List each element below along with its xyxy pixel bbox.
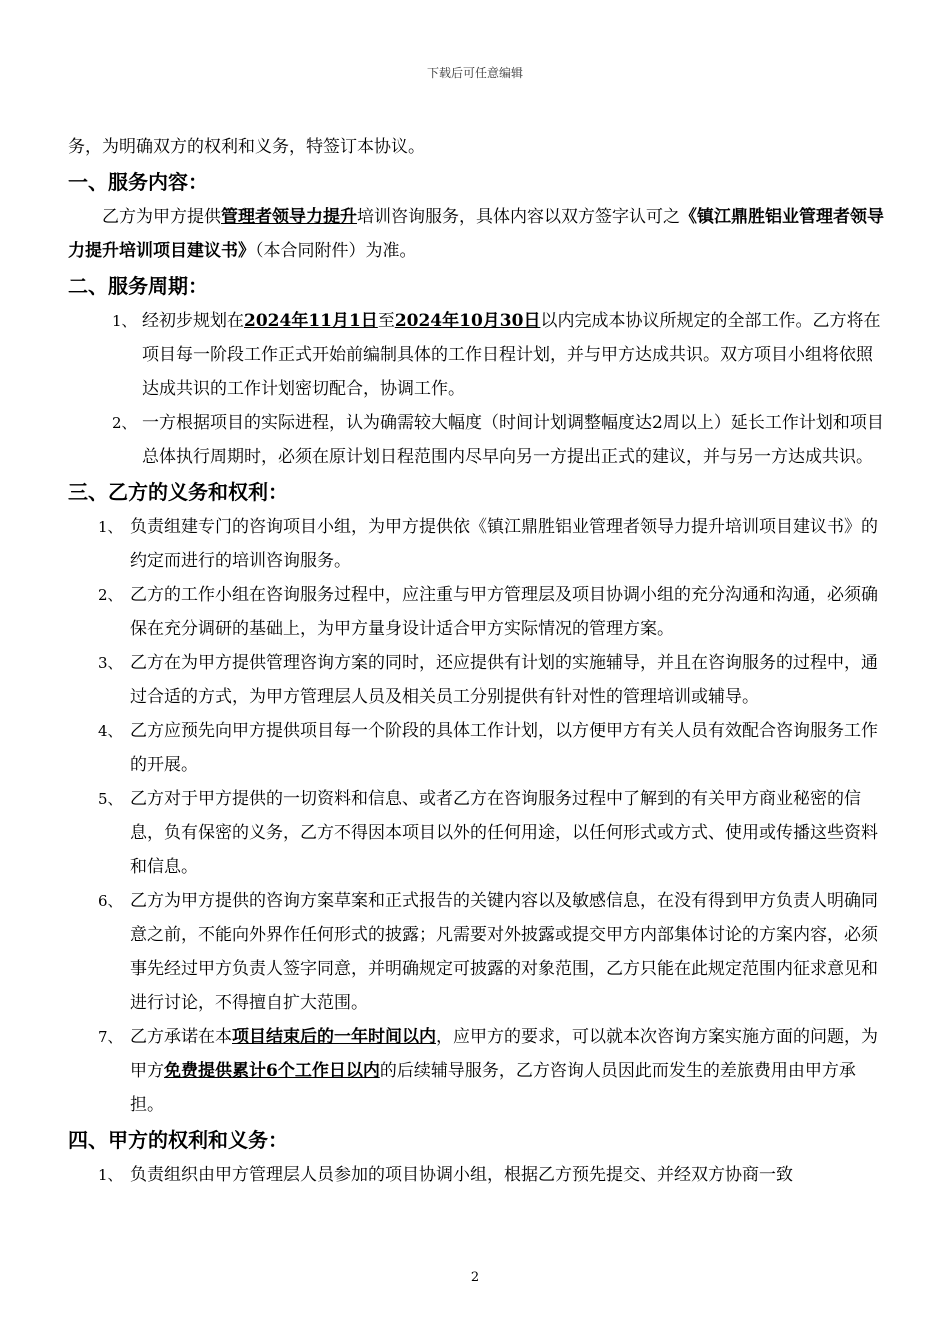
list-number: 4、 <box>98 722 123 740</box>
list-item <box>68 578 884 646</box>
list-text: 一方根据项目的实际进程，认为确需较大幅度（时间计划调整幅度达2周以上）延长工作计划和项目总体执行周期时，必须在原计划日程范围内尽早向另一方提出正式的建议，并与另一方达成共识。 <box>142 413 884 467</box>
text-span: 乙方为甲方提供 <box>102 207 221 227</box>
list-item <box>68 406 884 474</box>
list-number: 1、 <box>98 1166 123 1184</box>
list-text: 乙方应预先向甲方提供项目每一个阶段的具体工作计划，以方便甲方有关人员有效配合咨询服务工作的开展。 <box>130 721 878 775</box>
list-number: 6、 <box>98 892 123 910</box>
list-item <box>68 782 884 884</box>
list-number: 1、 <box>112 312 137 330</box>
text-span: 至 <box>377 311 395 331</box>
list-text <box>130 1020 884 1122</box>
list-number: 2、 <box>98 586 123 604</box>
page-header: 下载后可任意编辑 <box>426 66 523 80</box>
list-item <box>68 646 884 714</box>
list-item <box>68 1020 884 1122</box>
underlined-date: 2024年11月1日 <box>244 311 378 331</box>
list-text: 乙方在为甲方提供管理咨询方案的同时，还应提供有计划的实施辅导，并且在咨询服务的过程中，通过合适的方式，为甲方管理层人员及相关员工分别提供有针对性的管理培训或辅导。 <box>130 653 878 707</box>
underlined-term: 项目结束后的一年时间以内 <box>232 1027 436 1047</box>
list-number: 7、 <box>98 1028 123 1046</box>
text-span: （本合同附件）为准。 <box>255 241 417 261</box>
section-3-heading: 三、乙方的义务和权利： <box>68 480 288 504</box>
list-number: 3、 <box>98 654 123 672</box>
document-body <box>68 130 884 1192</box>
intro-paragraph: 务，为明确双方的权利和义务，特签订本协议。 <box>68 137 425 157</box>
bold-title: 《镇江鼎胜铝业管理者领导力提升培训项目建议书》 <box>68 207 884 261</box>
list-text: 乙方的工作小组在咨询服务过程中，应注重与甲方管理层及项目协调小组的充分沟通和沟通，必须确保在充分调研的基础上，为甲方量身设计适合甲方实际情况的管理方案。 <box>130 585 878 639</box>
text-span: 经初步规划在 <box>142 311 244 331</box>
text-span: 的后续辅导服务，乙方咨询人员因此而发生的差旅费用由甲方承担。 <box>130 1061 856 1115</box>
section-2-heading: 二、服务周期： <box>68 274 208 298</box>
list-item <box>68 1158 884 1192</box>
list-number: 5、 <box>98 790 123 808</box>
list-text: 乙方为甲方提供的咨询方案草案和正式报告的关键内容以及敏感信息，在没有得到甲方负责人明确同意之前，不能向外界作任何形式的披露；凡需要对外披露或提交甲方内部集体讨论的方案内容，必须事先经过甲方负责人签字同意，并明确规定可披露的对象范围，乙方只能在此规定范围内征求意见和进行讨论，不得擅自扩大范围。 <box>130 891 878 1013</box>
list-text: 负责组建专门的咨询项目小组，为甲方提供依《镇江鼎胜铝业管理者领导力提升培训项目建议书》的约定而进行的培训咨询服务。 <box>130 517 878 571</box>
section-1-heading: 一、服务内容： <box>68 170 208 194</box>
list-item <box>68 304 884 406</box>
list-number: 2、 <box>112 414 137 432</box>
underlined-term: 免费提供累计6个工作日以内 <box>164 1061 380 1081</box>
list-number: 1、 <box>98 518 123 536</box>
list-text <box>142 304 884 406</box>
page-number: 2 <box>470 1270 480 1285</box>
list-item <box>68 510 884 578</box>
list-text: 乙方对于甲方提供的一切资料和信息、或者乙方在咨询服务过程中了解到的有关甲方商业秘密的信息，负有保密的义务，乙方不得因本项目以外的任何用途，以任何形式或方式、使用或传播这些资料和信息。 <box>130 789 878 877</box>
list-item <box>68 714 884 782</box>
text-span: 培训咨询服务，具体内容以双方签字认可之 <box>357 207 680 227</box>
underlined-term: 管理者领导力提升 <box>221 207 357 227</box>
underlined-date: 2024年10月30日 <box>394 311 541 331</box>
text-span: 以内完成本协议所规定的全部工作。乙方将在项目每一阶段工作正式开始前编制具体的工作日程计划，并与甲方达成共识。双方项目小组将依照达成共识的工作计划密切配合，协调工作。 <box>142 311 881 399</box>
list-text: 负责组织由甲方管理层人员参加的项目协调小组，根据乙方预先提交、并经双方协商一致 <box>130 1165 793 1185</box>
text-span: 乙方承诺在本 <box>130 1027 232 1047</box>
text-span: ，应甲方的要求，可以就本次咨询方案实施方面的问题，为甲方 <box>130 1027 878 1081</box>
section-1-paragraph <box>68 200 884 268</box>
list-item <box>68 884 884 1020</box>
section-4-heading: 四、甲方的权利和义务： <box>68 1128 288 1152</box>
